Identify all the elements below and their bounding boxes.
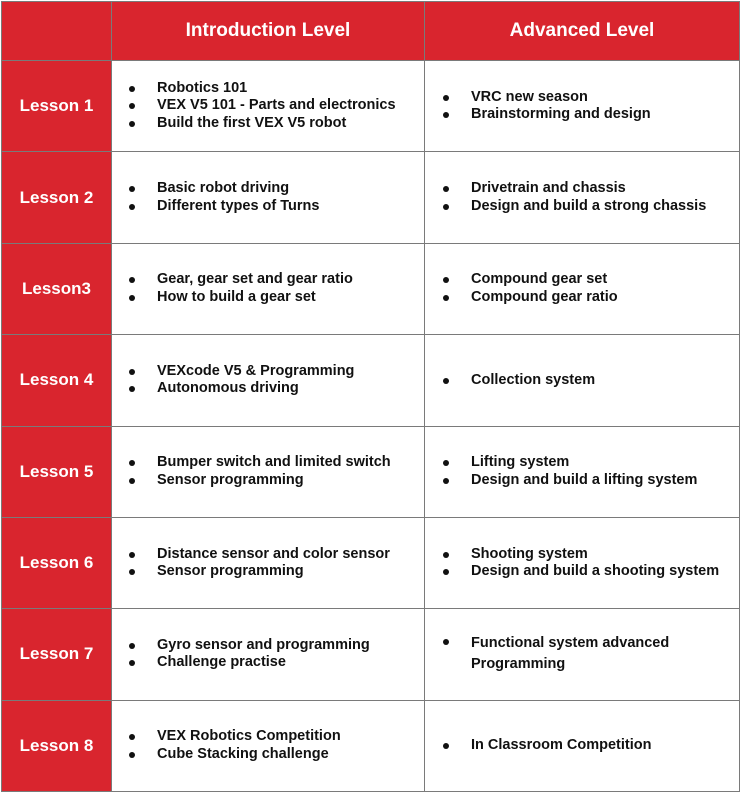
advanced-cell [425,700,740,791]
intro-cell [112,335,425,426]
topic-item [157,115,424,133]
topic-text: Sensor programming [157,471,304,488]
topic-text: Challenge practise [157,654,286,671]
topic-text: VEX V5 101 - Parts and electronics [157,97,396,114]
advanced-cell [425,517,740,608]
bullet-icon [129,386,135,392]
topic-text: Distance sensor and color sensor [157,545,390,562]
topic-text: Gyro sensor and programming [157,636,370,653]
topic-text: Cube Stacking challenge [157,745,329,762]
intro-cell [112,61,425,152]
bullet-icon [443,552,449,558]
bullet-icon [129,369,135,375]
topic-item [157,380,424,398]
topic-text: Drivetrain and chassis [471,180,626,197]
topic-item [157,728,424,746]
lesson-label: Lesson 6 [2,517,112,608]
topic-item [157,472,424,490]
bullet-icon [129,643,135,649]
topic-text: Collection system [471,371,596,388]
bullet-icon [129,734,135,740]
topic-item [157,363,424,381]
advanced-topic-list [425,633,739,675]
topic-item [471,563,739,581]
topic-text: VEXcode V5 & Programming [157,362,355,379]
bullet-icon [129,121,135,127]
topic-text: Autonomous driving [157,380,299,397]
bullet-icon [129,460,135,466]
advanced-topic-list [425,89,739,124]
topic-item [157,746,424,764]
bullet-icon [129,186,135,192]
topic-item [157,97,424,115]
bullet-icon [443,277,449,283]
topic-item [157,198,424,216]
topic-text: Different types of Turns [157,197,320,214]
topic-text: Basic robot driving [157,180,290,197]
topic-text: Sensor programming [157,563,304,580]
bullet-icon [129,478,135,484]
advanced-topic-list [425,372,739,390]
lesson-row [2,61,740,152]
intro-topic-list [112,271,424,306]
advanced-cell [425,609,740,700]
intro-topic-list [112,728,424,763]
bullet-icon [443,112,449,118]
bullet-icon [443,204,449,210]
bullet-icon [129,277,135,283]
topic-item [471,372,739,390]
topic-item [471,737,739,755]
topic-text: Compound gear set [471,271,608,288]
topic-text: In Classroom Competition [471,737,652,754]
bullet-icon [443,460,449,466]
advanced-topic-list [425,546,739,581]
lesson-label: Lesson 2 [2,152,112,243]
curriculum-table [1,1,740,792]
topic-item [471,633,699,675]
topic-text: Bumper switch and limited switch [157,454,391,471]
bullet-icon [129,103,135,109]
bullet-icon [443,639,449,645]
intro-topic-list [112,546,424,581]
topic-item [471,454,739,472]
bullet-icon [129,752,135,758]
lesson-label: Lesson 4 [2,335,112,426]
lesson-row [2,700,740,791]
lesson-label: Lesson 8 [2,700,112,791]
topic-text: Build the first VEX V5 robot [157,114,347,131]
bullet-icon [443,478,449,484]
topic-text: Lifting system [471,454,570,471]
topic-item [157,654,424,672]
bullet-icon [443,743,449,749]
intro-cell [112,243,425,334]
bullet-icon [129,295,135,301]
topic-item [471,180,739,198]
advanced-topic-list [425,454,739,489]
topic-item [157,546,424,564]
bullet-icon [129,204,135,210]
advanced-level-header: Advanced Level [425,2,740,61]
lesson-row [2,517,740,608]
topic-item [471,198,739,216]
topic-text: VEX Robotics Competition [157,728,341,745]
topic-text: Brainstorming and design [471,106,651,123]
intro-cell [112,152,425,243]
intro-topic-list [112,80,424,133]
topic-text: Compound gear ratio [471,288,618,305]
topic-text: Design and build a lifting system [471,471,698,488]
topic-item [471,106,739,124]
bullet-icon [129,86,135,92]
topic-item [157,637,424,655]
lesson-label: Lesson 5 [2,426,112,517]
lesson-label: Lesson3 [2,243,112,334]
topic-text: Robotics 101 [157,79,248,96]
topic-text: Design and build a shooting system [471,563,720,580]
topic-text: Shooting system [471,545,588,562]
bullet-icon [443,295,449,301]
lesson-label: Lesson 1 [2,61,112,152]
advanced-topic-list [425,737,739,755]
advanced-topic-list [425,180,739,215]
topic-text: Gear, gear set and gear ratio [157,271,353,288]
intro-topic-list [112,180,424,215]
bullet-icon [443,378,449,384]
advanced-topic-list [425,271,739,306]
lesson-row [2,426,740,517]
header-row [2,2,740,61]
bullet-icon [129,660,135,666]
topic-text: Functional system advanced Programming [471,635,670,673]
intro-topic-list [112,363,424,398]
topic-item [471,89,739,107]
intro-cell [112,426,425,517]
intro-topic-list [112,637,424,672]
bullet-icon [129,569,135,575]
bullet-icon [443,569,449,575]
intro-cell [112,700,425,791]
topic-text: Design and build a strong chassis [471,197,707,214]
topic-item [471,472,739,490]
lesson-row [2,152,740,243]
bullet-icon [443,186,449,192]
advanced-cell [425,335,740,426]
topic-item [471,546,739,564]
topic-item [471,289,739,307]
topic-item [157,271,424,289]
lesson-row [2,609,740,700]
topic-item [157,289,424,307]
corner-cell [2,2,112,61]
bullet-icon [129,552,135,558]
bullet-icon [443,95,449,101]
intro-cell [112,517,425,608]
topic-text: How to build a gear set [157,288,316,305]
topic-text: VRC new season [471,88,588,105]
introduction-level-header: Introduction Level [112,2,425,61]
intro-cell [112,609,425,700]
advanced-cell [425,243,740,334]
advanced-cell [425,152,740,243]
topic-item [157,563,424,581]
topic-item [157,80,424,98]
topic-item [157,180,424,198]
intro-topic-list [112,454,424,489]
advanced-cell [425,61,740,152]
advanced-cell [425,426,740,517]
lesson-row [2,335,740,426]
topic-item [471,271,739,289]
lesson-row [2,243,740,334]
lesson-label: Lesson 7 [2,609,112,700]
topic-item [157,454,424,472]
